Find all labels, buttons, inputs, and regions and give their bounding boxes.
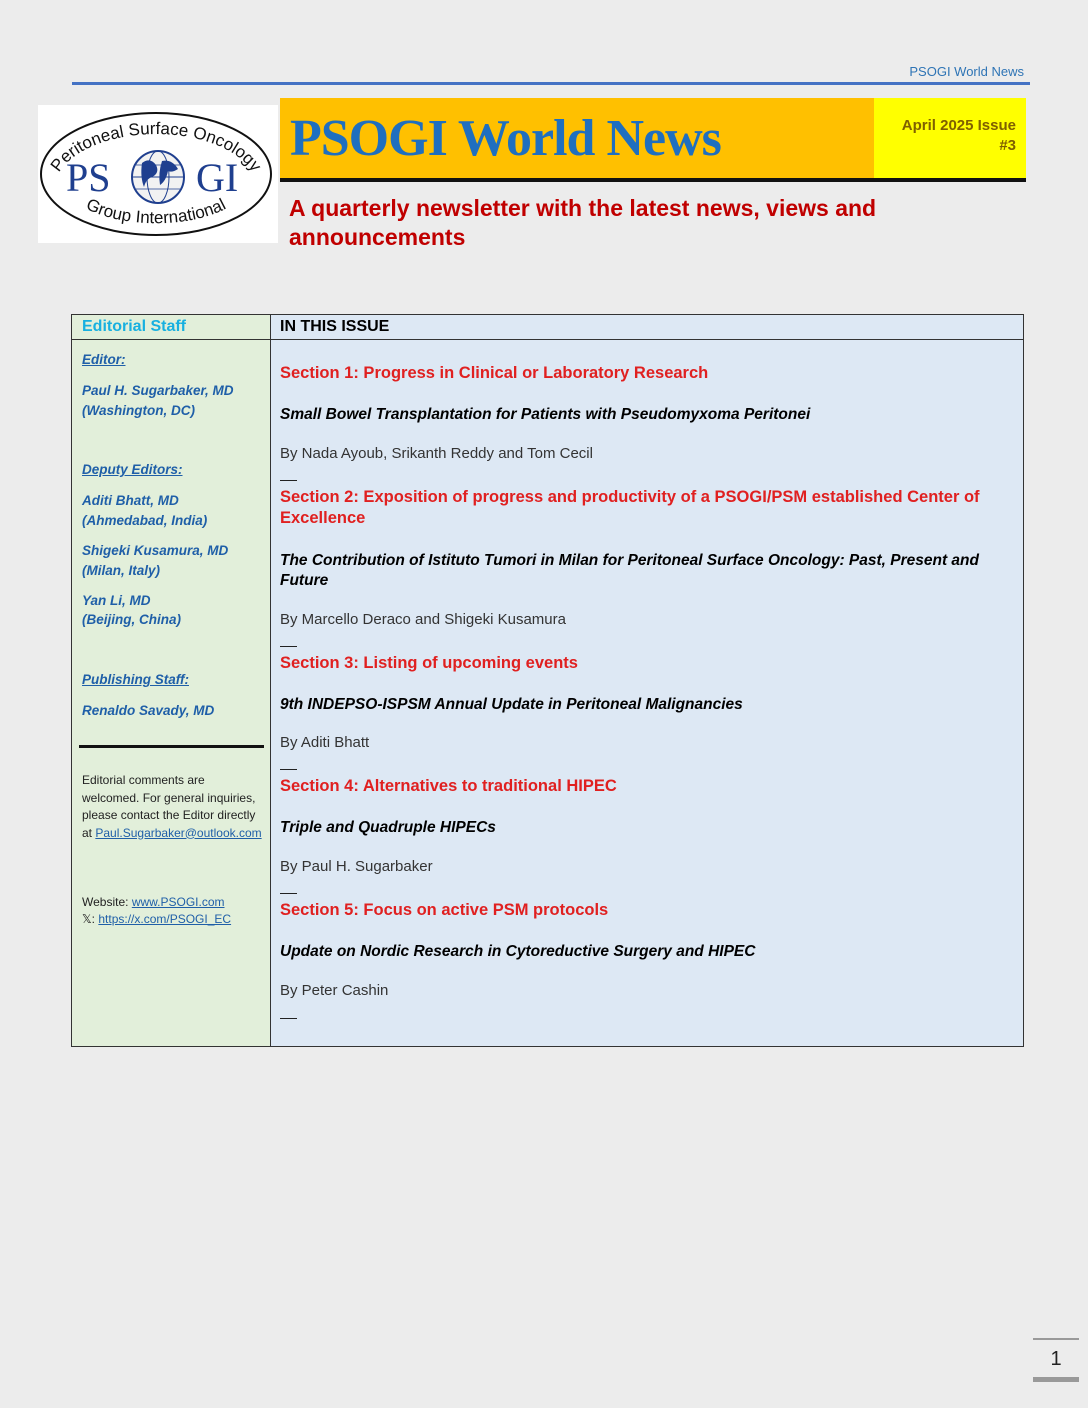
in-this-issue-column (271, 315, 1023, 1046)
logo-top-text: Peritoneal Surface Oncology (46, 119, 266, 176)
psogi-logo (38, 105, 278, 243)
deputy-editor-location: (Beijing, China) (82, 612, 181, 627)
issue-number: #3 (999, 137, 1016, 154)
section-divider (280, 646, 297, 647)
section-heading: Section 4: Alternatives to traditional HIPEC (280, 777, 617, 795)
logo-bottom-text: Group International (83, 194, 229, 228)
publishing-staff-name: Renaldo Savady, MD (82, 703, 215, 718)
editorial-staff-column (72, 315, 271, 1046)
section-heading: Section 1: Progress in Clinical or Laboratory Research (280, 364, 709, 382)
article-byline: By Paul H. Sugarbaker (280, 858, 433, 875)
deputy-editor-name: Aditi Bhatt, MD (82, 493, 179, 508)
section-heading: Section 3: Listing of upcoming events (280, 654, 578, 672)
website-label: Website: (82, 895, 129, 909)
section-divider (280, 769, 297, 770)
article-title: The Contribution of Istituto Tumori in Milan for Peritoneal Surface Oncology: Past, Present and Future (280, 552, 979, 589)
page-number: 1 (1050, 1348, 1062, 1370)
deputy-editor-location: (Milan, Italy) (82, 563, 161, 578)
article-byline: By Nada Ayoub, Srikanth Reddy and Tom Cecil (280, 445, 593, 462)
deputy-editor-name: Shigeki Kusamura, MD (82, 543, 229, 558)
editor-location: (Washington, DC) (82, 403, 195, 418)
editorial-note (82, 772, 264, 842)
section-heading: Section 5: Focus on active PSM protocols (280, 901, 609, 919)
header-rule (72, 82, 1030, 85)
running-header: PSOGI World News (909, 64, 1024, 79)
issue-date: April 2025 Issue (901, 117, 1016, 134)
masthead-rule (280, 178, 1026, 182)
editorial-note-text: Editorial comments are welcomed. For general inquiries, please contact the Editor directly at (82, 773, 256, 840)
logo-graphic (38, 105, 278, 243)
globe-icon (132, 151, 184, 203)
issue-label (874, 98, 1026, 178)
article-title: Small Bowel Transplantation for Patients with Pseudomyxoma Peritonei (280, 406, 811, 423)
deputy-editor-location: (Ahmedabad, India) (82, 513, 208, 528)
x-icon: 𝕏: (82, 912, 96, 926)
deputy-editor-name: Yan Li, MD (82, 593, 151, 608)
masthead-banner (280, 98, 1026, 178)
section-divider (280, 1018, 297, 1019)
website-line (82, 894, 264, 912)
article-byline: By Peter Cashin (280, 982, 389, 999)
section-divider (280, 893, 297, 894)
editorial-staff-heading: Editorial Staff (72, 315, 270, 340)
logo-right-letters: GI (196, 155, 239, 200)
newsletter-subtitle: A quarterly newsletter with the latest news, views and announcements (289, 195, 877, 250)
editor-label: Editor: (82, 352, 126, 367)
website-link[interactable]: www.PSOGI.com (131, 895, 225, 909)
section-heading: Section 2: Exposition of progress and productivity of a PSOGI/PSM established Center of Excellence (280, 488, 980, 527)
article-title: Triple and Quadruple HIPECs (280, 819, 496, 836)
editor-email-link[interactable]: Paul.Sugarbaker@outlook.com (95, 825, 262, 840)
article-byline: By Marcello Deraco and Shigeki Kusamura (280, 611, 566, 628)
contents-table (71, 314, 1024, 1047)
x-profile-link[interactable]: https://x.com/PSOGI_EC (98, 912, 232, 926)
section-divider (280, 480, 297, 481)
page-number-box (1033, 1338, 1079, 1382)
in-this-issue-heading: IN THIS ISSUE (271, 315, 1023, 340)
editor-name: Paul H. Sugarbaker, MD (82, 383, 234, 398)
staff-divider (79, 745, 264, 748)
article-title: 9th INDEPSO-ISPSM Annual Update in Peritoneal Malignancies (280, 696, 743, 713)
logo-left-letters: PS (66, 155, 111, 200)
article-byline: By Aditi Bhatt (280, 734, 370, 751)
x-line (82, 911, 264, 929)
publishing-staff-label: Publishing Staff: (82, 672, 189, 687)
article-title: Update on Nordic Research in Cytoreductive Surgery and HIPEC (280, 943, 756, 960)
masthead-title: PSOGI World News (280, 98, 874, 178)
deputy-editors-label: Deputy Editors: (82, 462, 183, 477)
